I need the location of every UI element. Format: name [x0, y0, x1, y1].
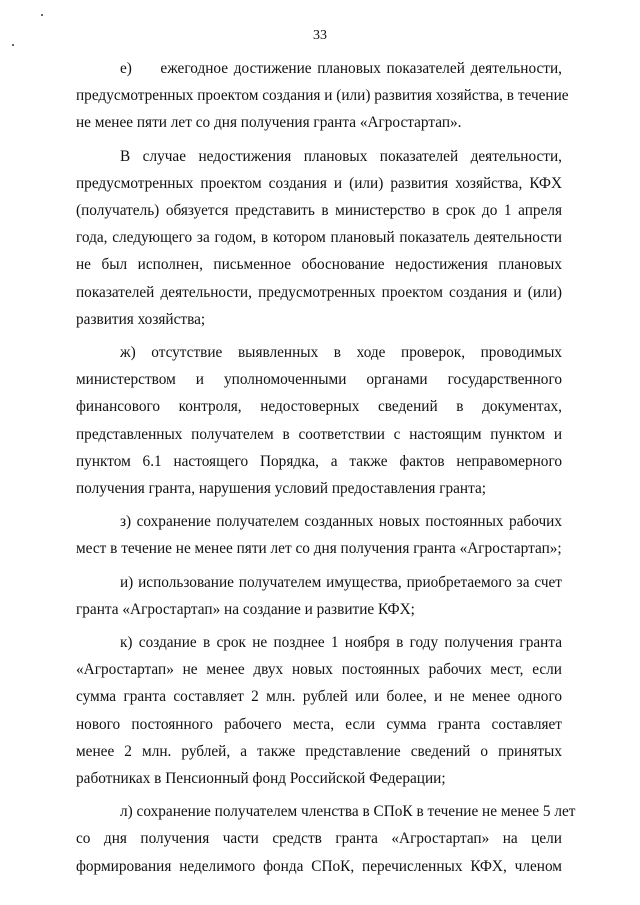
- paragraph-k: [76, 629, 562, 792]
- text-line: сумма гранта составляет 2 млн. рублей или более, и не менее одного: [76, 688, 562, 706]
- paragraph-l: [76, 798, 576, 880]
- text-line: представленных получателем в соответствии с настоящим пунктом и: [76, 425, 562, 443]
- text-line: з) сохранение получателем созданных новых постоянных рабочих: [120, 513, 562, 531]
- text-line: министерством и уполномоченными органами государственного: [76, 371, 562, 389]
- paragraph-non-achievement: [76, 143, 562, 333]
- text-line: предусмотренных проектом создания и (или) развития хозяйства, КФХ: [76, 174, 562, 192]
- text-line: ж) отсутствие выявленных в ходе проверок, проводимых: [120, 344, 562, 362]
- scan-speck: [41, 14, 43, 16]
- text-line: не был исполнен, письменное обоснование недостижения плановых: [76, 256, 562, 274]
- text-line: нового постоянного рабочего места, если сумма гранта составляет: [76, 715, 562, 733]
- text-line: работниках в Пенсионный фонд Российской Федерации;: [76, 770, 446, 788]
- text-line: со дня получения части средств гранта «Агростартап» на цели: [76, 830, 562, 848]
- text-line: менее 2 млн. рублей, а также представление сведений о принятых: [76, 742, 562, 760]
- page-number: 33: [313, 28, 327, 43]
- text-line: л) сохранение получателем членства в СПоК в течение не менее 5 лет: [120, 803, 576, 821]
- text-line: пунктом 6.1 настоящего Порядка, а также фактов неправомерного: [76, 452, 562, 470]
- text-line: показателей деятельности, предусмотренных проектом создания и (или): [76, 283, 562, 301]
- text-line: (получатель) обязуется представить в министерство в срок до 1 апреля: [76, 202, 562, 220]
- document-body: [76, 55, 576, 886]
- text-line: года, следующего за годом, в котором плановый показатель деятельности: [76, 229, 562, 247]
- paragraph-i: [76, 569, 562, 623]
- paragraph-zh: [76, 339, 562, 502]
- text-line: мест в течение не менее пяти лет со дня получения гранта «Агростартап»;: [76, 540, 562, 558]
- text-line: предусмотренных проектом создания и (или) развития хозяйства, в течение: [76, 87, 569, 105]
- text-line: не менее пяти лет со дня получения гранта «Агростартап».: [76, 114, 462, 132]
- text-line: е) ежегодное достижение плановых показателей деятельности,: [120, 60, 562, 77]
- text-line: финансового контроля, недостоверных сведений в документах,: [76, 398, 562, 416]
- text-line: формирования неделимого фонда СПоК, перечисленных КФХ, членом: [76, 857, 562, 875]
- text-line: развития хозяйства;: [76, 310, 206, 328]
- text-line: «Агростартап» не менее двух новых постоянных рабочих мест, если: [76, 661, 562, 679]
- text-line: и) использование получателем имущества, приобретаемого за счет: [120, 573, 562, 591]
- text-line: получения гранта, нарушения условий предоставления гранта;: [76, 480, 487, 498]
- text-line: к) создание в срок не позднее 1 ноября в году получения гранта: [120, 634, 562, 652]
- text-line: В случае недостижения плановых показателей деятельности,: [120, 147, 562, 165]
- text-line: гранта «Агростартап» на создание и развитие КФХ;: [76, 600, 415, 618]
- paragraph-z: [76, 508, 562, 562]
- paragraph-e: [76, 55, 569, 137]
